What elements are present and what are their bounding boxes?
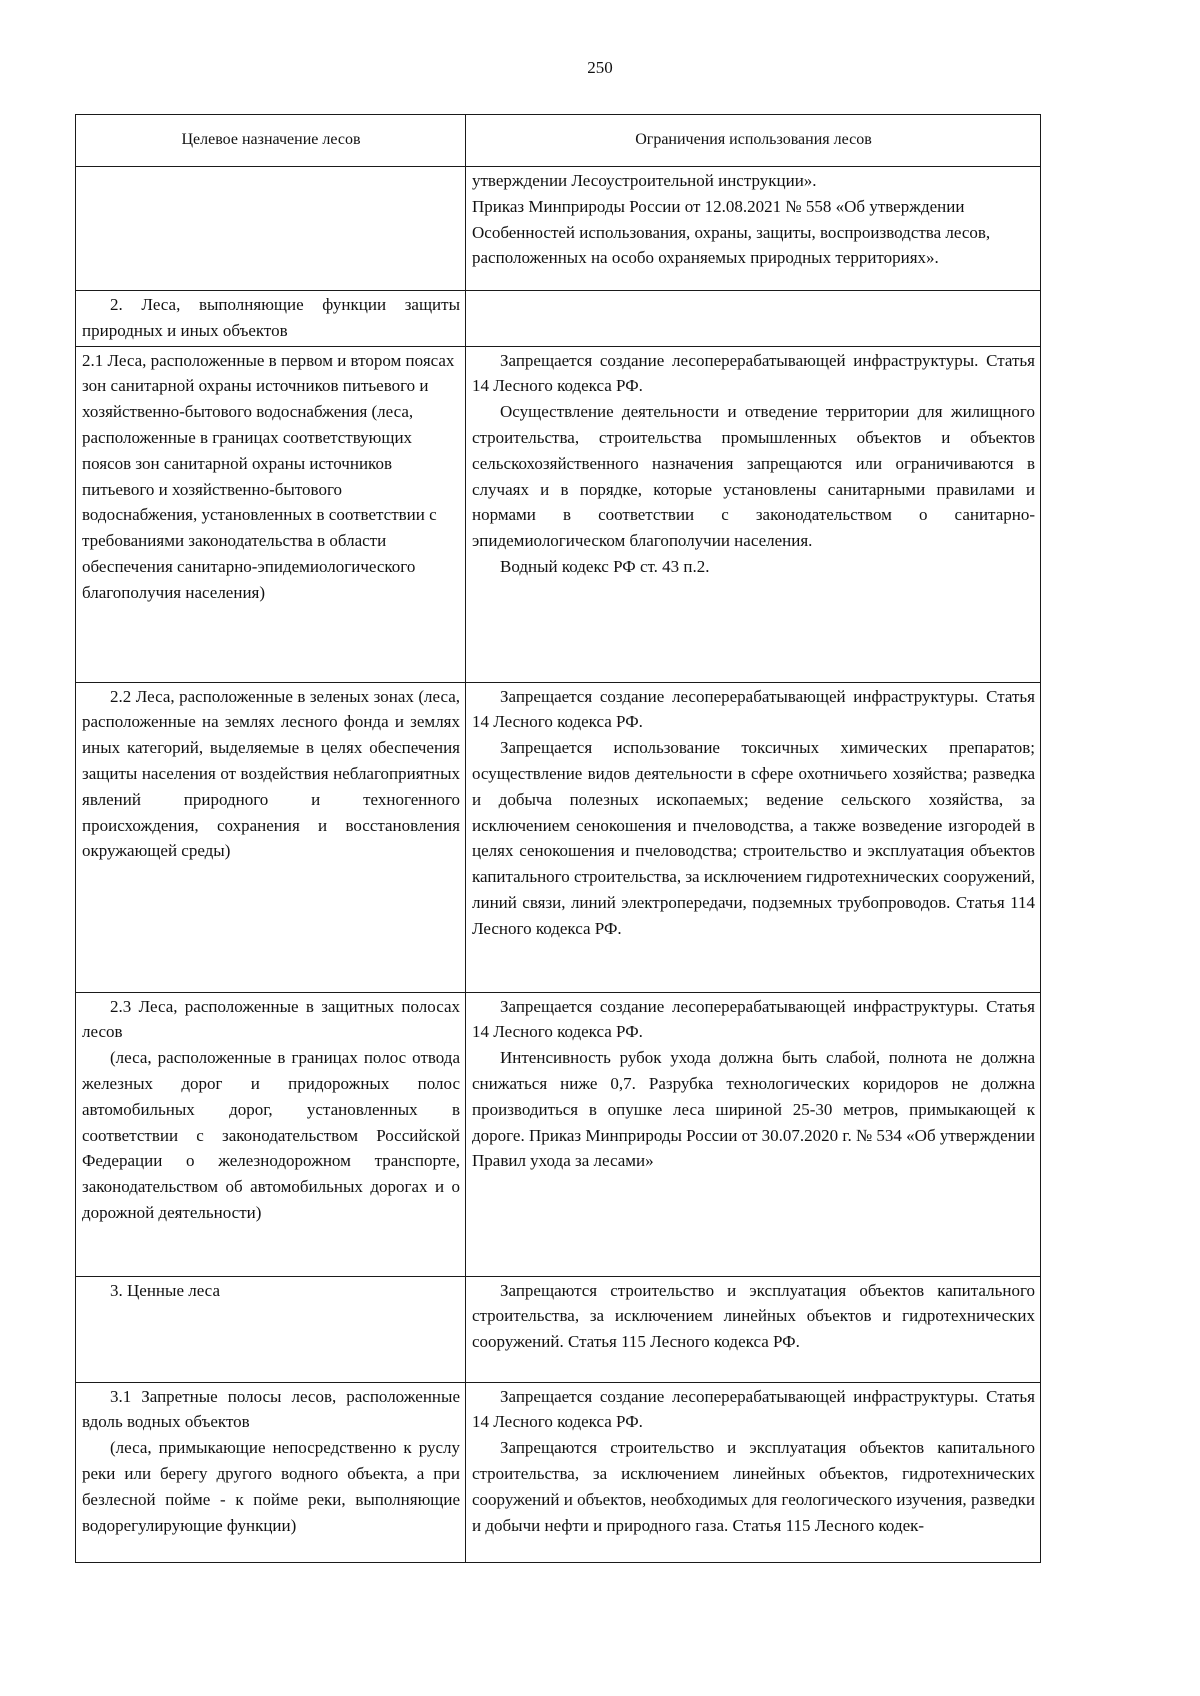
table-row xyxy=(76,291,1041,347)
purpose-text: 2.1 Леса, расположенные в первом и втором поясах зон санитарной охраны источников питьевого и хозяйственно-бытового водоснабжения (леса, расположенные в границах соответствующих поясов зон санитарной охраны источников питьевого и хозяйственно-бытового водоснабжения, установленных в соответствии с требованиями законодательства в области обеспечения санитарно-эпидемиологического благополучия населения) xyxy=(82,350,455,602)
restriction-text: Запрещаются строительство и эксплуатация объектов капитального строительства, за исключением линейных объектов и гидротехнических сооружений. Статья 115 Лесного кодекса РФ. xyxy=(472,1280,1035,1352)
restriction-text: Запрещается создание лесоперерабатывающей инфраструктуры. Статья 14 Лесного кодекса РФ. xyxy=(472,686,1035,732)
row-restrictions-cell xyxy=(466,346,1041,682)
table-row xyxy=(76,1276,1041,1382)
row-restrictions-cell xyxy=(466,1276,1041,1382)
row-purpose-cell xyxy=(76,1382,466,1562)
forest-restrictions-table xyxy=(75,114,1041,1563)
purpose-text: 3. Ценные леса xyxy=(110,1280,220,1300)
header-usage-restrictions: Ограничения использования лесов xyxy=(466,115,1041,167)
table-row xyxy=(76,682,1041,992)
row-restrictions-cell xyxy=(466,992,1041,1276)
restriction-text: утверждении Лесоустроительной инструкции». xyxy=(472,171,817,190)
restriction-text: Запрещается создание лесоперерабатывающей инфраструктуры. Статья 14 Лесного кодекса РФ. xyxy=(472,350,1035,396)
restriction-text: Запрещается создание лесоперерабатывающей инфраструктуры. Статья 14 Лесного кодекса РФ. xyxy=(472,1386,1035,1432)
row-restrictions-cell xyxy=(466,167,1041,291)
row-purpose-cell xyxy=(76,992,466,1276)
restriction-text: Осуществление деятельности и отведение территории для жилищного строительства, строительства промышленных объектов и объектов сельскохозяйственного назначения запрещаются или ограничиваются в случаях и в порядке, которые установлены санитарными правилами и нормами в соответствии с законодательством о санитарно-эпидемиологическом благополучии населения. xyxy=(472,402,1035,551)
row-purpose-cell xyxy=(76,167,466,291)
purpose-text: (леса, примыкающие непосредственно к руслу реки или берегу другого водного объекта, а при безлесной пойме - к пойме реки, выполняющие водорегулирующие функции) xyxy=(82,1438,460,1535)
purpose-text: 2.2 Леса, расположенные в зеленых зонах (леса, расположенные на землях лесного фонда и землях иных категорий, выделяемые в целях обеспечения защиты населения от воздействия неблагоприятных явлений природного и техногенного происхождения, сохранения и восстановления окружающей среды) xyxy=(82,686,460,861)
purpose-text: 3.1 Запретные полосы лесов, расположенные вдоль водных объектов xyxy=(82,1386,460,1432)
table-row xyxy=(76,167,1041,291)
header-forest-purpose: Целевое назначение лесов xyxy=(76,115,466,167)
purpose-text: (леса, расположенные в границах полос отвода железных дорог и придорожных полос автомобильных дорог, установленных в соответствии с законодательством Российской Федерации о железнодорожном транспорте, законодательством об автомобильных дорогах и о дорожной деятельности) xyxy=(82,1048,460,1222)
restriction-text: Запрещаются строительство и эксплуатация объектов капитального строительства, за исключением линейных объектов, гидротехнических сооружений и объектов, необходимых для геологического изучения, разведки и добычи нефти и природного газа. Статья 115 Лесного кодек- xyxy=(472,1438,1035,1535)
table-row xyxy=(76,992,1041,1276)
row-restrictions-cell xyxy=(466,291,1041,347)
restriction-text: Интенсивность рубок ухода должна быть слабой, полнота не должна снижаться ниже 0,7. Разрубка технологических коридоров не должна производиться в опушке леса шириной 25-30 метров, примыкающей к дороге. Приказ Минприроды России от 30.07.2020 г. № 534 «Об утверждении Правил ухода за лесами» xyxy=(472,1048,1035,1171)
table-header-row xyxy=(76,115,1041,167)
page-number: 250 xyxy=(587,58,613,77)
restriction-text: Водный кодекс РФ ст. 43 п.2. xyxy=(500,556,710,576)
table-row xyxy=(76,1382,1041,1562)
row-purpose-cell xyxy=(76,682,466,992)
restriction-text: Запрещается использование токсичных химических препаратов; осуществление видов деятельности в сфере охотничьего хозяйства; разведка и добыча полезных ископаемых; ведение сельского хозяйства, за исключением сенокошения и пчеловодства, а также возведение изгородей в целях сенокошения и пчеловодства; строительство и эксплуатация объектов капитального строительства, за исключением гидротехнических сооружений, линий связи, линий электропередачи, подземных трубопроводов. Статья 114 Лесного кодекса РФ. xyxy=(472,738,1035,938)
row-purpose-cell xyxy=(76,1276,466,1382)
row-restrictions-cell xyxy=(466,682,1041,992)
table-row xyxy=(76,346,1041,682)
purpose-text: 2. Леса, выполняющие функции защиты природных и иных объектов xyxy=(82,295,460,340)
restriction-text: Приказ Минприроды России от 12.08.2021 № 558 «Об утверждении Особенностей использования, охраны, защиты, воспроизводства лесов, расположенных на особо охраняемых природных территориях». xyxy=(472,196,991,268)
row-purpose-cell xyxy=(76,346,466,682)
purpose-text: 2.3 Леса, расположенные в защитных полосах лесов xyxy=(82,996,460,1042)
row-purpose-cell xyxy=(76,291,466,347)
restriction-text: Запрещается создание лесоперерабатывающей инфраструктуры. Статья 14 Лесного кодекса РФ. xyxy=(472,996,1035,1042)
row-restrictions-cell xyxy=(466,1382,1041,1562)
